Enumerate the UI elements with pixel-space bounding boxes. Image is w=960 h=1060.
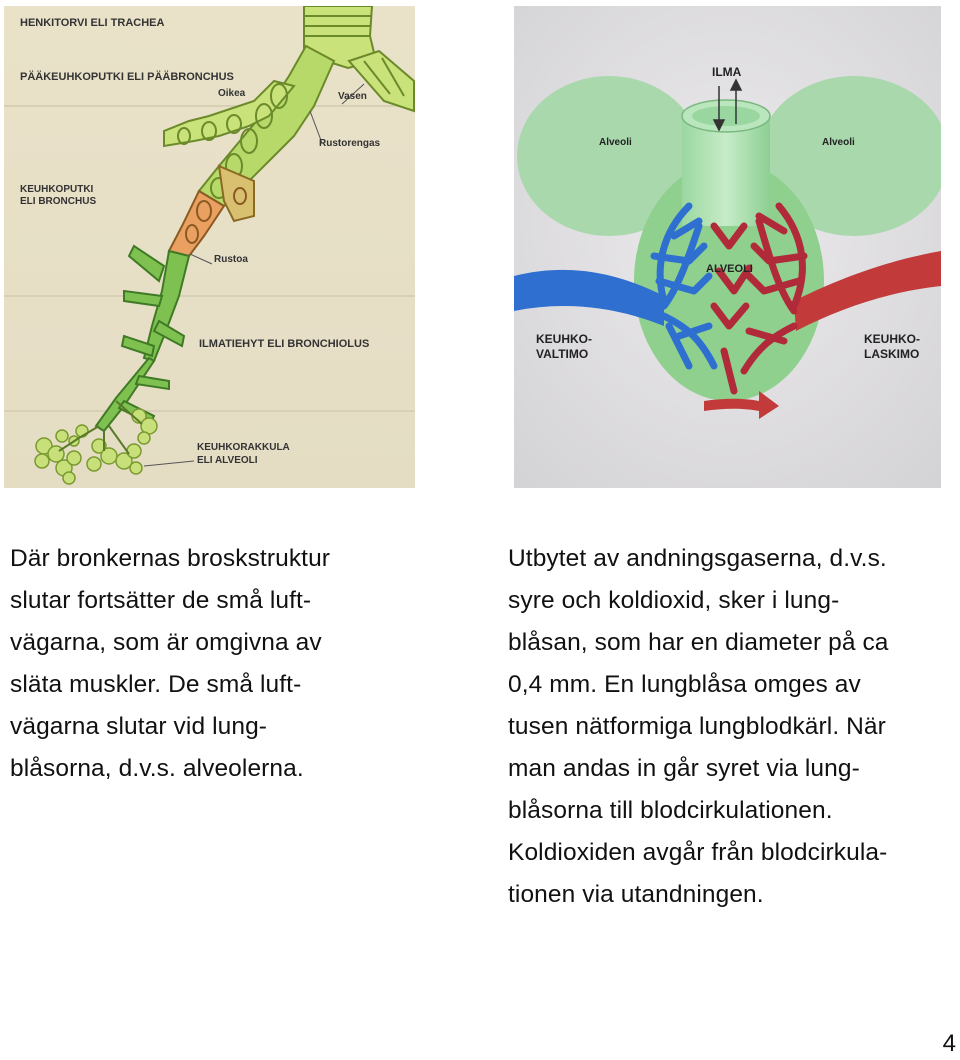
label-vein-2: LASKIMO: [864, 347, 920, 361]
page-number: 4: [942, 1030, 956, 1057]
text-line: Utbytet av andningsgaserna, d.v.s.: [508, 545, 887, 572]
label-alveoli-left: Alveoli: [599, 137, 632, 148]
text-line: Koldioxiden avgår från blodcirkula-: [508, 839, 888, 866]
text-line: tionen via utandningen.: [508, 881, 764, 908]
label-alveoli-center: ALVEOLI: [706, 263, 753, 275]
label-left: Vasen: [338, 91, 367, 102]
label-air: ILMA: [712, 65, 742, 79]
label-alveoli-right: Alveoli: [822, 137, 855, 148]
text-line: vägarna, som är omgivna av: [10, 629, 322, 656]
label-right: Oikea: [218, 88, 246, 99]
alveolus-illustration: [514, 6, 941, 488]
text-line: tusen nätformiga lungblodkärl. När: [508, 713, 886, 740]
label-bronchus-2: ELI BRONCHUS: [20, 196, 97, 207]
label-main-bronchus: PÄÄKEUHKOPUTKI ELI PÄÄBRONCHUS: [20, 71, 234, 83]
right-text-column: [508, 538, 958, 916]
text-line: 0,4 mm. En lungblåsa omges av: [508, 671, 861, 698]
left-text-column: [10, 538, 450, 790]
text-line: Där bronkernas broskstruktur: [10, 545, 331, 572]
text-line: blåsan, som har en diameter på ca: [508, 629, 889, 656]
alveolus-svg: [514, 6, 941, 488]
text-line: slutar fortsätter de små luft-: [10, 587, 312, 614]
label-bronchus-1: KEUHKOPUTKI: [20, 184, 94, 195]
airway-tree-svg: [4, 6, 415, 488]
label-alveolus-1: KEUHKORAKKULA: [197, 442, 290, 453]
label-artery-1: KEUHKO-: [536, 332, 592, 346]
text-line: vägarna slutar vid lung-: [10, 713, 268, 740]
text-line: släta muskler. De små luft-: [10, 671, 302, 698]
label-bronchiole: ILMATIEHYT ELI BRONCHIOLUS: [199, 338, 370, 350]
airway-tree-illustration: [4, 6, 415, 488]
label-vein-1: KEUHKO-: [864, 332, 920, 346]
label-alveolus-2: ELI ALVEOLI: [197, 455, 258, 466]
text-line: blåsorna, d.v.s. alveolerna.: [10, 755, 304, 782]
label-cartilage: Rustoa: [214, 254, 248, 265]
text-line: syre och koldioxid, sker i lung-: [508, 587, 840, 614]
text-line: man andas in går syret via lung-: [508, 755, 860, 782]
label-trachea: HENKITORVI ELI TRACHEA: [20, 17, 165, 29]
label-artery-2: VALTIMO: [536, 347, 589, 361]
text-line: blåsorna till blodcirkulationen.: [508, 797, 833, 824]
label-cartilage-ring: Rustorengas: [319, 138, 381, 149]
